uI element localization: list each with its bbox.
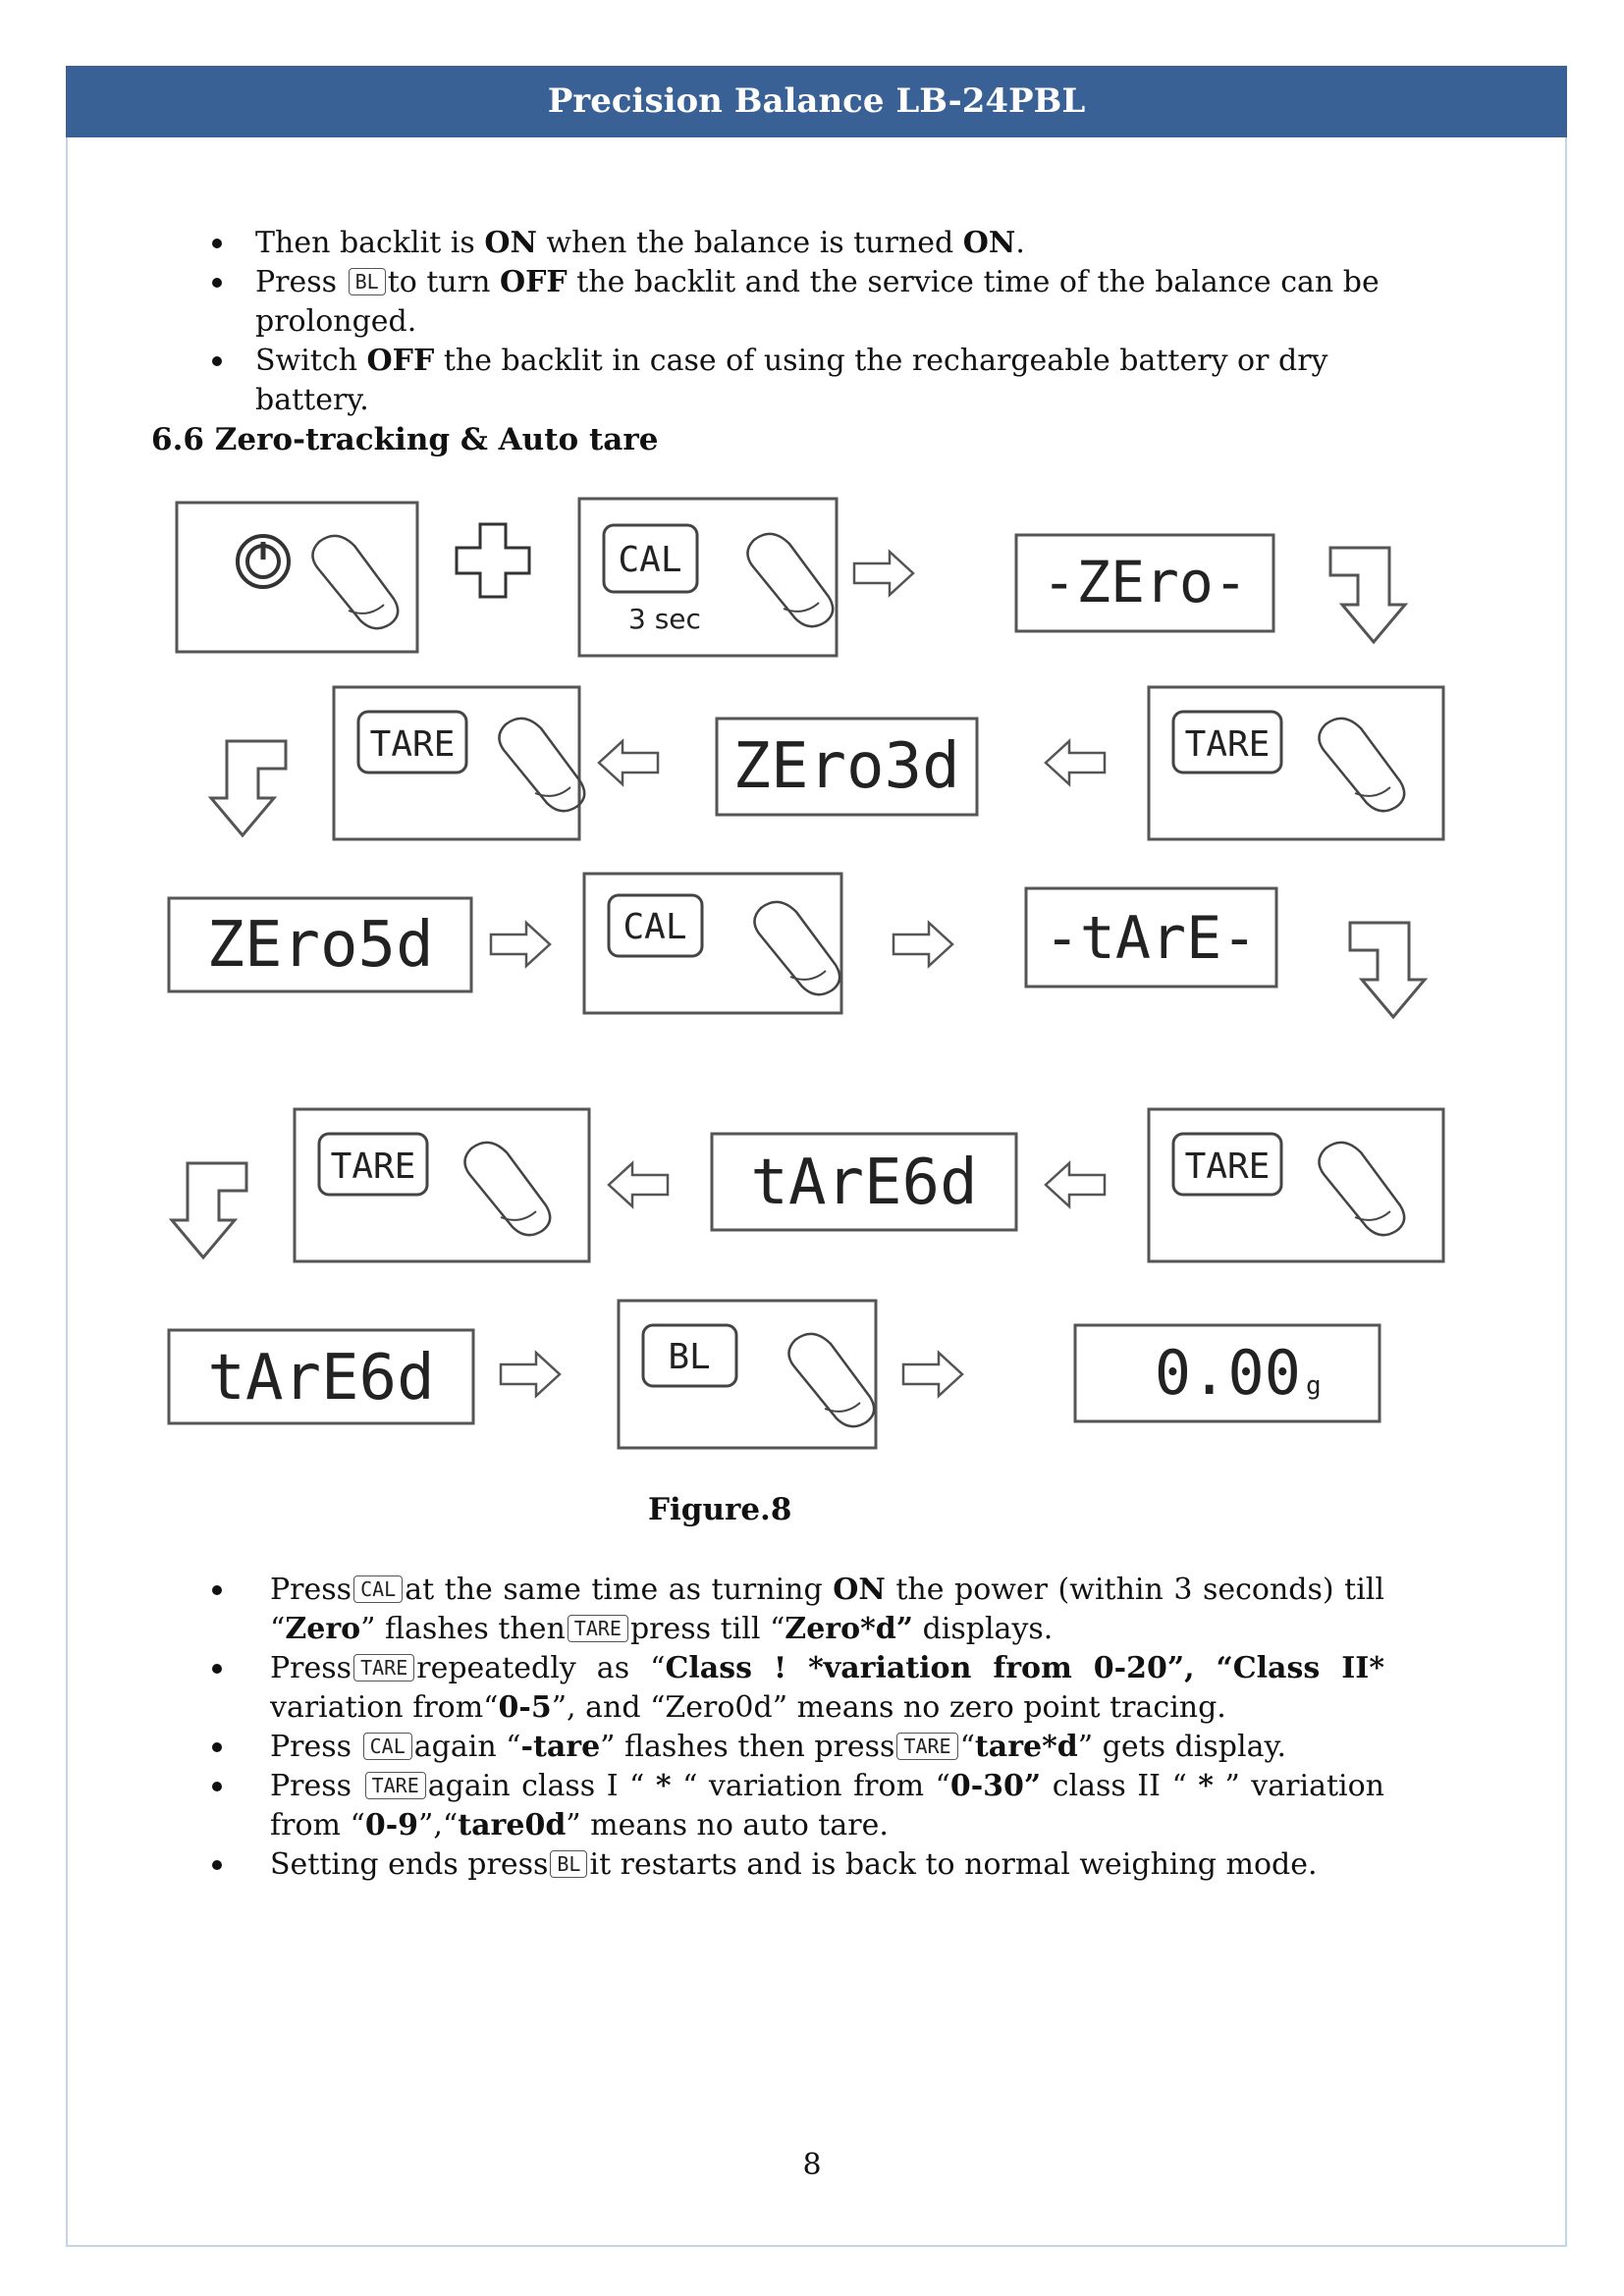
step-2: Press TARE repeatedly as “Class ! *variation from 0-20”, “Class II* variation from“0-5”, and “Zero0d” means no zero point tracing. (206, 1649, 1384, 1728)
step-3: Press CAL again “-tare” flashes then press TARE “tare*d” gets display. (206, 1728, 1384, 1767)
arrow-bend-down-icon (1330, 548, 1405, 642)
arrow-left-icon (599, 741, 658, 784)
tare-key-icon: TARE (896, 1733, 957, 1760)
figure-8-diagram (147, 491, 1463, 1472)
tare-key-panel-1 (334, 687, 584, 839)
cal-key-label: CAL (618, 540, 682, 580)
arrow-right-icon (491, 923, 550, 966)
step-1: Press CAL at the same time as turning ON the power (within 3 seconds) till “Zero” flashes then TARE press till “Zero*d” displays. (206, 1571, 1384, 1649)
intro-bullet-1: Then backlit is ON when the balance is turned ON. (206, 224, 1384, 263)
arrow-bend-down-icon (211, 741, 286, 835)
svg-text:0.00: 0.00 (1154, 1337, 1301, 1409)
tare-key-panel-3 (295, 1109, 589, 1261)
svg-text:TARE: TARE (1184, 1147, 1271, 1187)
figure-caption: Figure.8 (648, 1492, 792, 1527)
power-key-panel (177, 503, 417, 652)
page-number: 8 (802, 2148, 822, 2182)
tare-key-icon: TARE (568, 1615, 628, 1642)
lcd-tare6d-1 (712, 1134, 1016, 1230)
svg-text:-tArE-: -tArE- (1044, 904, 1258, 973)
tare-key-panel-2 (1149, 687, 1443, 839)
arrow-bend-down-icon (1350, 923, 1425, 1017)
plus-icon (457, 524, 529, 597)
lcd-zero (1016, 535, 1273, 631)
tare-key-panel-4 (1149, 1109, 1443, 1261)
svg-text:CAL: CAL (623, 907, 687, 947)
cal-key-icon: CAL (363, 1733, 412, 1760)
lcd-zero3d (717, 719, 977, 815)
arrow-right-icon (854, 552, 913, 595)
arrow-left-icon (1046, 741, 1105, 784)
bl-key-icon: BL (349, 268, 386, 295)
arrow-right-icon (893, 923, 952, 966)
svg-text:TARE: TARE (369, 724, 456, 765)
lcd-tare (1026, 888, 1276, 987)
svg-text:ZEro5d: ZEro5d (206, 909, 434, 982)
bl-key-icon: BL (550, 1850, 587, 1878)
svg-text:TARE: TARE (1184, 724, 1271, 765)
steps-list (206, 1571, 1384, 1885)
tare-key-icon: TARE (353, 1654, 414, 1682)
bl-key-panel (619, 1301, 876, 1448)
svg-text:BL: BL (668, 1337, 711, 1377)
step-5: Setting ends press BL it restarts and is back to normal weighing mode. (206, 1845, 1384, 1885)
arrow-left-icon (609, 1163, 668, 1206)
section-title: 6.6 Zero-tracking & Auto tare (151, 422, 659, 457)
page-header: Precision Balance LB-24PBL (66, 66, 1567, 137)
svg-text:tArE6d: tArE6d (207, 1342, 435, 1415)
step-4: Press TARE again class I “ * “ variation from “0-30” class II “ * ” variation from “0-9”,“tare0d” means no auto tare. (206, 1767, 1384, 1845)
svg-text:TARE: TARE (330, 1147, 416, 1187)
cal-key-panel (584, 874, 841, 1013)
cal-3sec-key-panel (579, 499, 837, 656)
arrow-right-icon (903, 1353, 962, 1396)
intro-bullet-2: Press BL to turn OFF the backlit and the service time of the balance can be prolonged. (206, 263, 1384, 342)
intro-bullet-list (206, 224, 1384, 420)
arrow-left-icon (1046, 1163, 1105, 1206)
svg-text:-ZEro-: -ZEro- (1042, 549, 1248, 615)
svg-text:tArE6d: tArE6d (750, 1147, 978, 1219)
lcd-tare6d-2 (169, 1330, 473, 1423)
arrow-bend-down-icon (172, 1163, 246, 1257)
svg-text:g: g (1306, 1371, 1322, 1401)
lcd-result (1075, 1325, 1380, 1421)
svg-text:ZEro3d: ZEro3d (732, 730, 960, 803)
tare-key-icon: TARE (365, 1772, 426, 1799)
cal-key-icon: CAL (353, 1575, 403, 1603)
arrow-right-icon (501, 1353, 560, 1396)
three-sec-label: 3 sec (628, 603, 701, 635)
lcd-zero5d (169, 898, 471, 991)
intro-bullet-3: Switch OFF the backlit in case of using the rechargeable battery or dry battery. (206, 342, 1384, 420)
